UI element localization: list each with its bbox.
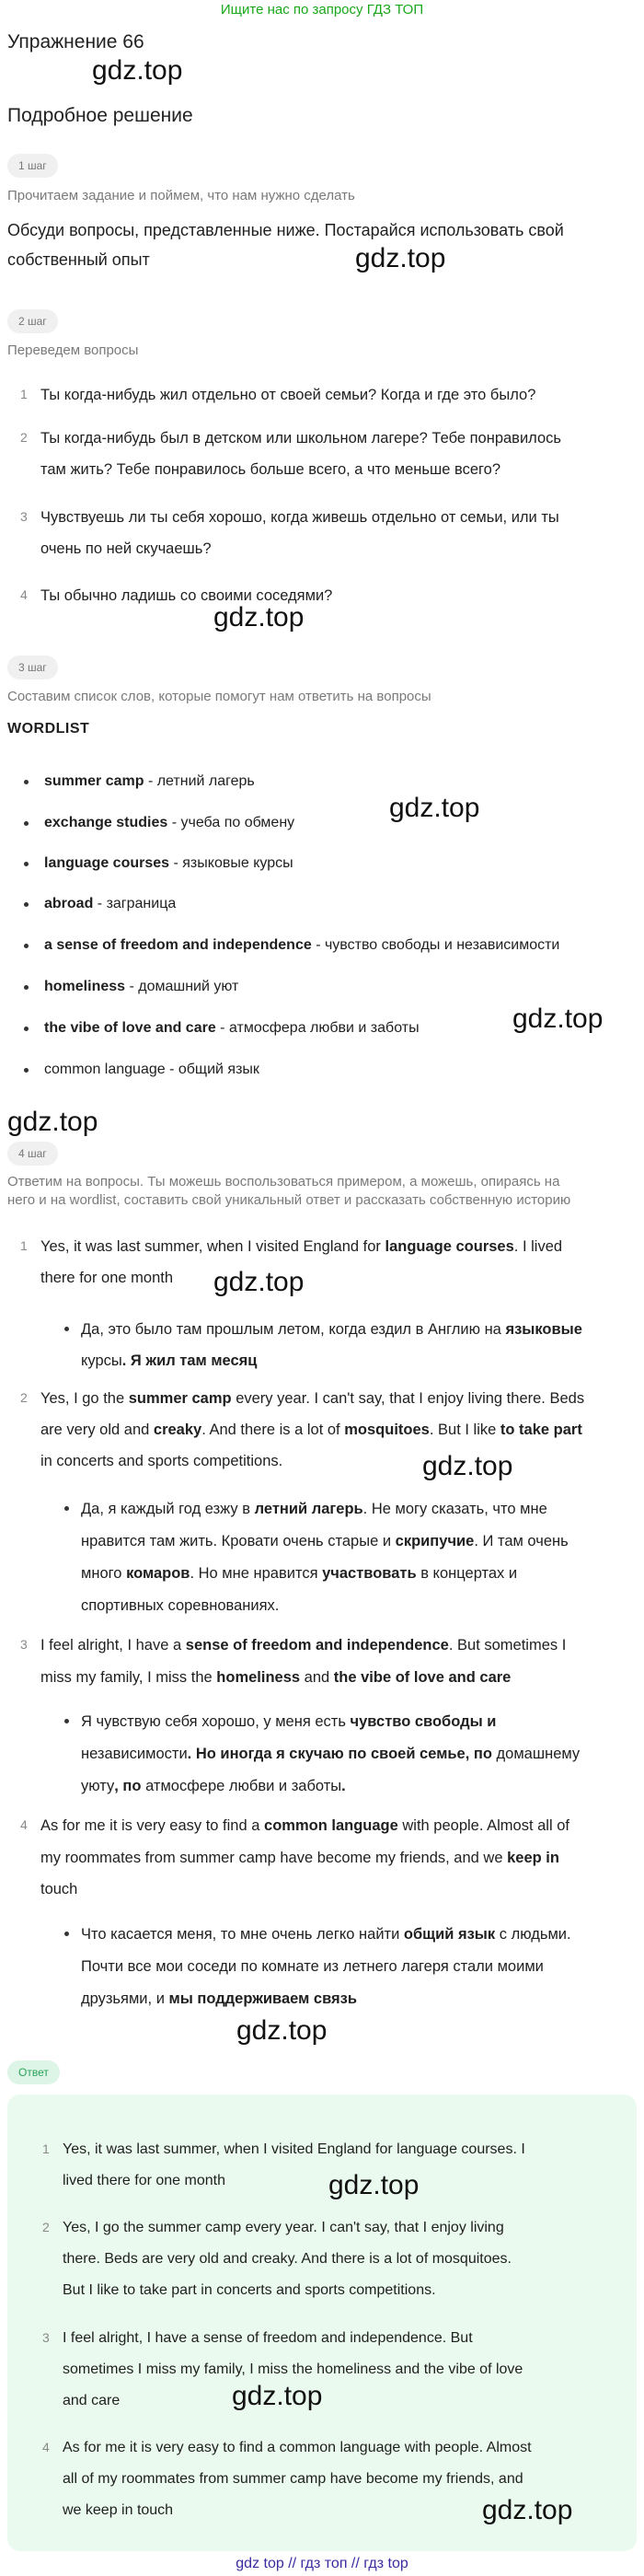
- step-badge-4: 4 шаг: [7, 1142, 58, 1166]
- watermark: gdz.top: [7, 1107, 98, 1137]
- text-segment: and: [300, 1669, 334, 1686]
- final-answer-number: 2: [42, 2220, 50, 2234]
- bold-term: .: [341, 1778, 346, 1794]
- step4-hint-line1: Ответим на вопросы. Ты можешь воспользоваться примером, а можешь, опираясь на: [7, 1174, 560, 1189]
- answer-ru-line: [81, 1344, 257, 1377]
- watermark: gdz.top: [92, 55, 183, 86]
- final-answer-number: 3: [42, 2330, 50, 2345]
- wordlist-item: [44, 1057, 259, 1083]
- answer-en-line: [40, 1810, 569, 1841]
- top-banner[interactable]: Ищите нас по запросу ГДЗ ТОП: [220, 2, 424, 17]
- final-answer-line: Yes, I go the summer camp every year. I can't say, that I enjoy living: [63, 2220, 504, 2235]
- bullet-dot: [64, 1719, 69, 1723]
- wordlist-term: language courses: [44, 855, 170, 871]
- question-number: 4: [20, 587, 28, 602]
- final-answer-line: lived there for one month: [63, 2173, 225, 2188]
- wordlist-term: summer camp: [44, 773, 144, 789]
- watermark: gdz.top: [355, 243, 446, 273]
- final-answer-line: sometimes I miss my family, I miss the homeliness and the vibe of love: [63, 2361, 523, 2377]
- wordlist-meaning: - общий язык: [165, 1062, 259, 1077]
- text-segment: there for one month: [40, 1270, 174, 1286]
- answer-ru-line: [81, 1313, 582, 1346]
- answer-en-line: [40, 1414, 582, 1445]
- bold-term: языковые: [505, 1321, 582, 1338]
- text-segment: Да, я каждый год езжу в: [81, 1501, 255, 1517]
- text-segment: . But I like: [429, 1421, 500, 1438]
- watermark: gdz.top: [236, 2015, 328, 2046]
- final-answer-line: As for me it is very easy to find a common language with people. Almost: [63, 2440, 532, 2455]
- text-segment: . И там очень: [474, 1533, 569, 1549]
- final-answer-line: I feel alright, I have a sense of freedom and independence. But: [63, 2330, 473, 2346]
- bold-term: creaky: [153, 1421, 202, 1438]
- wordlist-term: a sense of freedom and independence: [44, 937, 312, 953]
- bold-term: чувство свободы и: [350, 1713, 497, 1730]
- text-segment: спортивных соревнованиях.: [81, 1597, 280, 1614]
- bold-term: mosquitoes: [344, 1421, 430, 1438]
- final-answer-line: and care: [63, 2393, 121, 2408]
- final-answer-number: 1: [42, 2141, 50, 2156]
- wordlist-item: [44, 1015, 420, 1041]
- wordlist-title: WORDLIST: [7, 721, 90, 737]
- text-segment: touch: [40, 1881, 78, 1897]
- answer-en-line: [40, 1842, 559, 1874]
- step-badge-2: 2 шаг: [7, 309, 58, 333]
- text-segment: . Не могу сказать, что мне: [362, 1501, 547, 1517]
- answer-number: 4: [20, 1817, 28, 1832]
- bold-term: скрипучие: [395, 1533, 475, 1549]
- answer-ru-line: [81, 1737, 580, 1770]
- text-segment: Я чувствую себя хорошо, у меня есть: [81, 1713, 351, 1730]
- answer-number: 3: [20, 1637, 28, 1652]
- text-segment: are very old and: [40, 1421, 154, 1438]
- bold-term: keep in: [507, 1850, 559, 1866]
- wordlist-meaning: - языковые курсы: [169, 855, 293, 871]
- text-segment: with people. Almost all of: [397, 1817, 569, 1834]
- text-segment: As for me it is very easy to find a: [40, 1817, 265, 1834]
- text-segment: . And there is a lot of: [201, 1421, 345, 1438]
- wordlist-item: [44, 891, 176, 917]
- answer-ru-line: [81, 1982, 357, 2015]
- answer-ru-line: [81, 1492, 547, 1526]
- bold-term: комаров: [126, 1565, 190, 1582]
- wordlist-meaning: - атмосфера любви и заботы: [215, 1020, 420, 1036]
- text-segment: . But sometimes I: [448, 1637, 567, 1654]
- text-segment: нравится там жить. Кровати очень старые и: [81, 1533, 396, 1549]
- step3-hint: Составим список слов, которые помогут нам ответить на вопросы: [7, 689, 431, 704]
- wordlist-term: exchange studies: [44, 815, 168, 830]
- final-answer-line: But I like to take part in concerts and sports competitions.: [63, 2282, 436, 2298]
- bold-term: language courses: [385, 1238, 514, 1255]
- answer-en-line: [40, 1662, 511, 1693]
- text-segment: . I lived: [513, 1238, 563, 1255]
- question-line: очень по ней скучаешь?: [40, 540, 212, 557]
- wordlist-item: [44, 810, 294, 836]
- bold-term: homeliness: [216, 1669, 301, 1686]
- question-number: 1: [20, 387, 28, 401]
- bold-term: the vibe of love and care: [333, 1669, 512, 1686]
- bold-term: summer camp: [128, 1390, 232, 1407]
- text-segment: Что касается меня, то мне очень легко найти: [81, 1926, 404, 1943]
- bullet-dot: [64, 1932, 69, 1936]
- text-segment: друзьями, и: [81, 1990, 169, 2007]
- bold-term: участвовать: [322, 1565, 417, 1582]
- wordlist-term: the vibe of love and care: [44, 1020, 216, 1036]
- text-segment: Yes, it was last summer, when I visited England for: [40, 1238, 385, 1255]
- text-segment: домашнему: [496, 1746, 581, 1762]
- watermark: gdz.top: [512, 1004, 604, 1034]
- question-line: Чувствуешь ли ты себя хорошо, когда живешь отдельно от семьи, или ты: [40, 509, 559, 526]
- wordlist-meaning: - заграница: [93, 896, 177, 911]
- wordlist-meaning: - домашний уют: [125, 979, 239, 994]
- bold-term: to take part: [500, 1421, 582, 1438]
- text-segment: my roommates from summer camp have become my friends, and we: [40, 1850, 508, 1866]
- text-segment: курсы: [81, 1352, 122, 1369]
- answer-ru-line: [81, 1589, 279, 1622]
- wordlist-item: [44, 851, 293, 876]
- text-segment: in concerts and sports competitions.: [40, 1453, 283, 1469]
- final-answer-number: 4: [42, 2440, 50, 2454]
- bullet-dot: [24, 1027, 29, 1031]
- watermark: gdz.top: [328, 2170, 420, 2200]
- answer-badge: Ответ: [7, 2060, 60, 2084]
- bold-term: летний лагерь: [254, 1501, 363, 1517]
- watermark: gdz.top: [213, 1267, 305, 1297]
- question-line: Ты обычно ладишь со своими соседями?: [40, 587, 333, 604]
- bold-term: , по: [114, 1778, 146, 1794]
- answer-ru-line: [81, 1950, 544, 1983]
- answer-en-line: [40, 1231, 562, 1262]
- watermark: gdz.top: [482, 2495, 573, 2525]
- text-segment: miss my family, I miss the: [40, 1669, 217, 1686]
- answer-en-line: [40, 1630, 566, 1661]
- step2-hint: Переведем вопросы: [7, 342, 139, 358]
- text-segment: атмосфере любви и заботы: [145, 1778, 342, 1794]
- question-line: Ты когда-нибудь жил отдельно от своей семьи? Когда и где это было?: [40, 387, 536, 403]
- final-answer-line: all of my roommates from summer camp have become my friends, and: [63, 2471, 523, 2487]
- answer-ru-line: [81, 1770, 346, 1803]
- watermark: gdz.top: [232, 2381, 323, 2411]
- solution-heading: Подробное решение: [7, 105, 193, 126]
- final-answer-line: Yes, it was last summer, when I visited England for language courses. I: [63, 2141, 525, 2157]
- text-segment: Почти все мои соседи по комнате из летнего лагеря стали моими: [81, 1958, 544, 1975]
- answer-ru-line: [81, 1705, 496, 1738]
- bold-term: . Я жил там месяц: [121, 1352, 258, 1369]
- final-answer-line: there. Beds are very old and creaky. And there is a lot of mosquitoes.: [63, 2251, 512, 2267]
- step1-line1: Обсуди вопросы, представленные ниже. Постарайся использовать свой: [7, 221, 564, 239]
- question-number: 3: [20, 509, 28, 524]
- question-line: там жить? Тебе понравилось больше всего, а что меньше всего?: [40, 461, 501, 478]
- wordlist-item: [44, 974, 238, 1000]
- text-segment: много: [81, 1565, 127, 1582]
- answer-number: 1: [20, 1238, 28, 1253]
- answer-number: 2: [20, 1390, 28, 1405]
- text-segment: Yes, I go the: [40, 1390, 129, 1407]
- text-segment: независимости: [81, 1746, 188, 1762]
- answer-en-line: [40, 1874, 77, 1905]
- bullet-dot: [64, 1506, 69, 1511]
- wordlist-meaning: - чувство свободы и независимости: [311, 937, 560, 953]
- page-title: Упражнение 66: [7, 31, 144, 52]
- wordlist-term: abroad: [44, 896, 94, 911]
- text-segment: с людьми.: [495, 1926, 571, 1943]
- answer-en-line: [40, 1262, 173, 1294]
- question-number: 2: [20, 430, 28, 445]
- bold-term: общий язык: [403, 1926, 496, 1943]
- step1-line2: собственный опыт: [7, 250, 150, 269]
- answer-ru-line: [81, 1525, 569, 1558]
- bullet-dot: [24, 821, 29, 826]
- bullet-dot: [24, 902, 29, 907]
- wordlist-meaning: - учеба по обмену: [167, 815, 295, 830]
- text-segment: I feel alright, I have a: [40, 1637, 186, 1654]
- bullet-dot: [24, 780, 29, 784]
- watermark: gdz.top: [422, 1451, 513, 1481]
- text-segment: every year. I can't say, that I enjoy living there. Beds: [231, 1390, 585, 1407]
- bold-term: . Но иногда я скучаю по своей семье, по: [187, 1746, 497, 1762]
- text-segment: . Но мне нравится: [190, 1565, 323, 1582]
- bold-term: sense of freedom and independence: [185, 1637, 449, 1654]
- step1-hint: Прочитаем задание и поймем, что нам нужно сделать: [7, 188, 355, 203]
- wordlist-item: [44, 769, 255, 795]
- wordlist-meaning: - летний лагерь: [144, 773, 255, 789]
- step-badge-1: 1 шаг: [7, 154, 58, 178]
- bullet-dot: [24, 985, 29, 990]
- question-line: Ты когда-нибудь был в детском или школьном лагере? Тебе понравилось: [40, 430, 561, 447]
- watermark: gdz.top: [213, 602, 305, 632]
- bold-term: мы поддерживаем связь: [168, 1990, 357, 2007]
- watermark: gdz.top: [389, 793, 480, 823]
- text-segment: в концертах и: [416, 1565, 518, 1582]
- step4-hint-line2: него и на wordlist, составить свой уникальный ответ и рассказать собственную историю: [7, 1192, 571, 1208]
- bold-term: common language: [264, 1817, 398, 1834]
- bullet-dot: [24, 944, 29, 948]
- step-badge-3: 3 шаг: [7, 656, 58, 679]
- final-answer-line: we keep in touch: [63, 2502, 174, 2518]
- bullet-dot: [64, 1327, 69, 1331]
- wordlist-term: common language: [44, 1062, 166, 1077]
- answer-en-line: [40, 1383, 584, 1414]
- bullet-dot: [24, 1068, 29, 1073]
- bullet-dot: [24, 862, 29, 866]
- text-segment: Да, это было там прошлым летом, когда ездил в Англию на: [81, 1321, 506, 1338]
- wordlist-item: [44, 933, 559, 958]
- footer-links[interactable]: gdz top // гдз топ // гдз top: [236, 2556, 408, 2571]
- answer-en-line: [40, 1445, 282, 1477]
- answer-ru-line: [81, 1557, 517, 1590]
- wordlist-term: homeliness: [44, 979, 126, 994]
- answer-ru-line: [81, 1918, 571, 1951]
- text-segment: уюту: [81, 1778, 115, 1794]
